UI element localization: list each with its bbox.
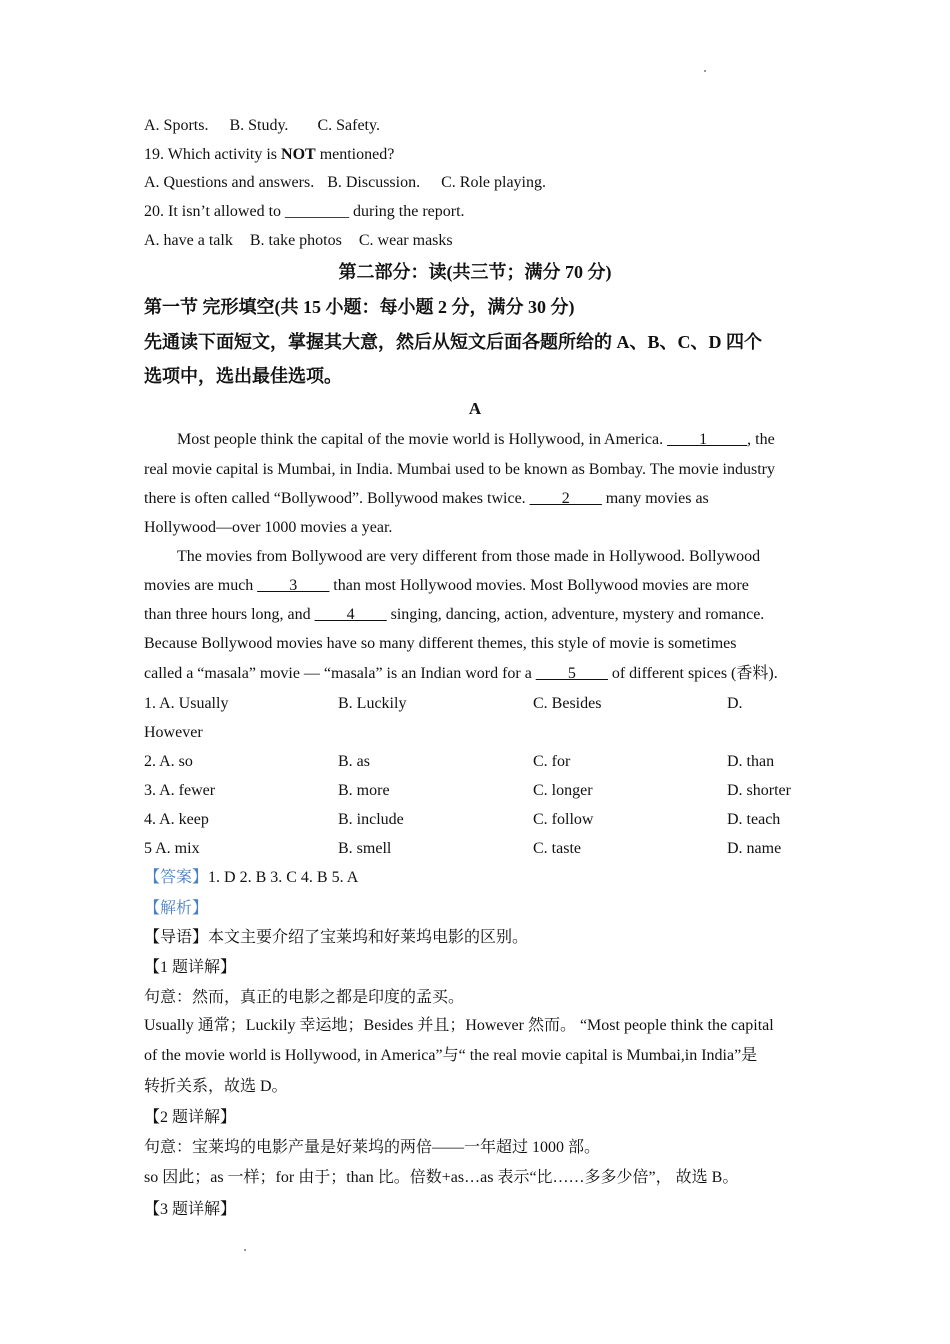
option-2b: B. as [338, 753, 370, 770]
passage-line: Hollywood—over 1000 movies a year. [144, 519, 393, 536]
option-4b: B. include [338, 811, 404, 828]
q20-options [144, 231, 453, 251]
q1-heading: 【1 题详解】 [144, 959, 237, 976]
q1-meaning: 句意：然而，真正的电影之都是印度的孟买。 [144, 989, 465, 1006]
blank-5: ____5____ [535, 665, 608, 682]
question-19: 19. Which activity is NOT mentioned? [144, 146, 395, 163]
option-a: A. have a talk [144, 232, 233, 249]
passage-line: The movies from Bollywood are very different from those made in Hollywood. Bollywood [177, 548, 761, 565]
blank-4: ____4____ [314, 606, 387, 623]
q2-heading: 【2 题详解】 [144, 1109, 237, 1126]
q1-explanation: 转折关系，故选 D。 [144, 1078, 288, 1095]
scan-dot [704, 70, 706, 72]
q18-options [144, 116, 380, 136]
option-2a: 2. A. so [144, 753, 193, 770]
answer-tag: 【答案】 [144, 869, 209, 886]
option-c: C. wear masks [358, 232, 453, 249]
scan-dot [244, 1249, 246, 1251]
passage-line: there is often called “Bollywood”. Bollywood makes twice. ____2____ many movies as [144, 490, 709, 507]
option-3c: C. longer [533, 782, 593, 799]
option-3a: 3. A. fewer [144, 782, 216, 799]
passage-line: movies are much ____3____ than most Hollywood movies. Most Bollywood movies are more [144, 577, 749, 594]
option-1d: D. [727, 695, 743, 712]
option-3b: B. more [338, 782, 390, 799]
passage-label: A [468, 399, 482, 418]
option-c: C. Safety. [317, 117, 380, 134]
part-title: 第二部分：读(共三节；满分 70 分) [338, 262, 612, 282]
answer-text: 1. D 2. B 3. C 4. B 5. A [208, 869, 359, 886]
option-2d: D. than [727, 753, 775, 770]
option-1a: 1. A. Usually [144, 695, 229, 712]
passage-line: Most people think the capital of the movie world is Hollywood, in America. ____1_____, the [177, 431, 775, 448]
option-b: B. Study. [229, 117, 289, 134]
section-title: 第一节 完形填空(共 15 小题：每小题 2 分，满分 30 分) [144, 297, 575, 317]
blank-1: ____1_____ [667, 431, 748, 448]
option-4a: 4. A. keep [144, 811, 209, 828]
q1-explanation: Usually 通常；Luckily 幸运地；Besides 并且；However 然而。 “Most people think the capital [144, 1017, 774, 1034]
option-5c: C. taste [533, 840, 581, 857]
q19-options [144, 173, 546, 193]
option-5d: D. name [727, 840, 782, 857]
option-2c: C. for [533, 753, 571, 770]
passage-line: than three hours long, and ____4____ singing, dancing, action, adventure, mystery and romance. [144, 606, 765, 623]
blank-2: ____2____ [529, 490, 602, 507]
answer-line [144, 868, 358, 888]
option-4d: D. teach [727, 811, 781, 828]
passage-line: called a “masala” movie — “masala” is an Indian word for a ____5____ of different spices (香料). [144, 665, 778, 682]
option-5a: 5 A. mix [144, 840, 200, 857]
question-20: 20. It isn’t allowed to ________ during the report. [144, 203, 465, 220]
option-3d: D. shorter [727, 782, 791, 799]
instruction-line-1: 先通读下面短文，掌握其大意，然后从短文后面各题所给的 A、B、C、D 四个 [144, 332, 762, 352]
option-a: A. Sports. [144, 117, 209, 134]
option-1c: C. Besides [533, 695, 602, 712]
blank-3: ____3____ [257, 577, 330, 594]
q1-explanation: of the movie world is Hollywood, in America”与“ the real movie capital is Mumbai,in India”是 [144, 1047, 758, 1064]
option-1d-wrap: However [144, 724, 203, 741]
option-c: C. Role playing. [441, 174, 546, 191]
option-a: A. Questions and answers. [144, 174, 315, 191]
option-b: B. take photos [249, 232, 342, 249]
passage-line: real movie capital is Mumbai, in India. Mumbai used to be known as Bombay. The movie industry [144, 461, 775, 478]
option-4c: C. follow [533, 811, 594, 828]
option-1b: B. Luckily [338, 695, 407, 712]
q3-heading: 【3 题详解】 [144, 1201, 237, 1218]
q2-meaning: 句意：宝莱坞的电影产量是好莱坞的两倍——一年超过 1000 部。 [144, 1139, 601, 1156]
option-5b: B. smell [338, 840, 392, 857]
option-b: B. Discussion. [327, 174, 421, 191]
analysis-tag: 【解析】 [144, 900, 209, 917]
instruction-line-2: 选项中，选出最佳选项。 [144, 366, 342, 386]
q2-explanation: so 因此；as 一样；for 由于；than 比。倍数+as…as 表示“比……多多少倍”， 故选 B。 [144, 1169, 739, 1186]
passage-line: Because Bollywood movies have so many different themes, this style of movie is sometimes [144, 635, 737, 652]
guide-text: 【导语】本文主要介绍了宝莱坞和好莱坞电影的区别。 [144, 929, 529, 946]
emphasis: NOT [281, 146, 316, 163]
